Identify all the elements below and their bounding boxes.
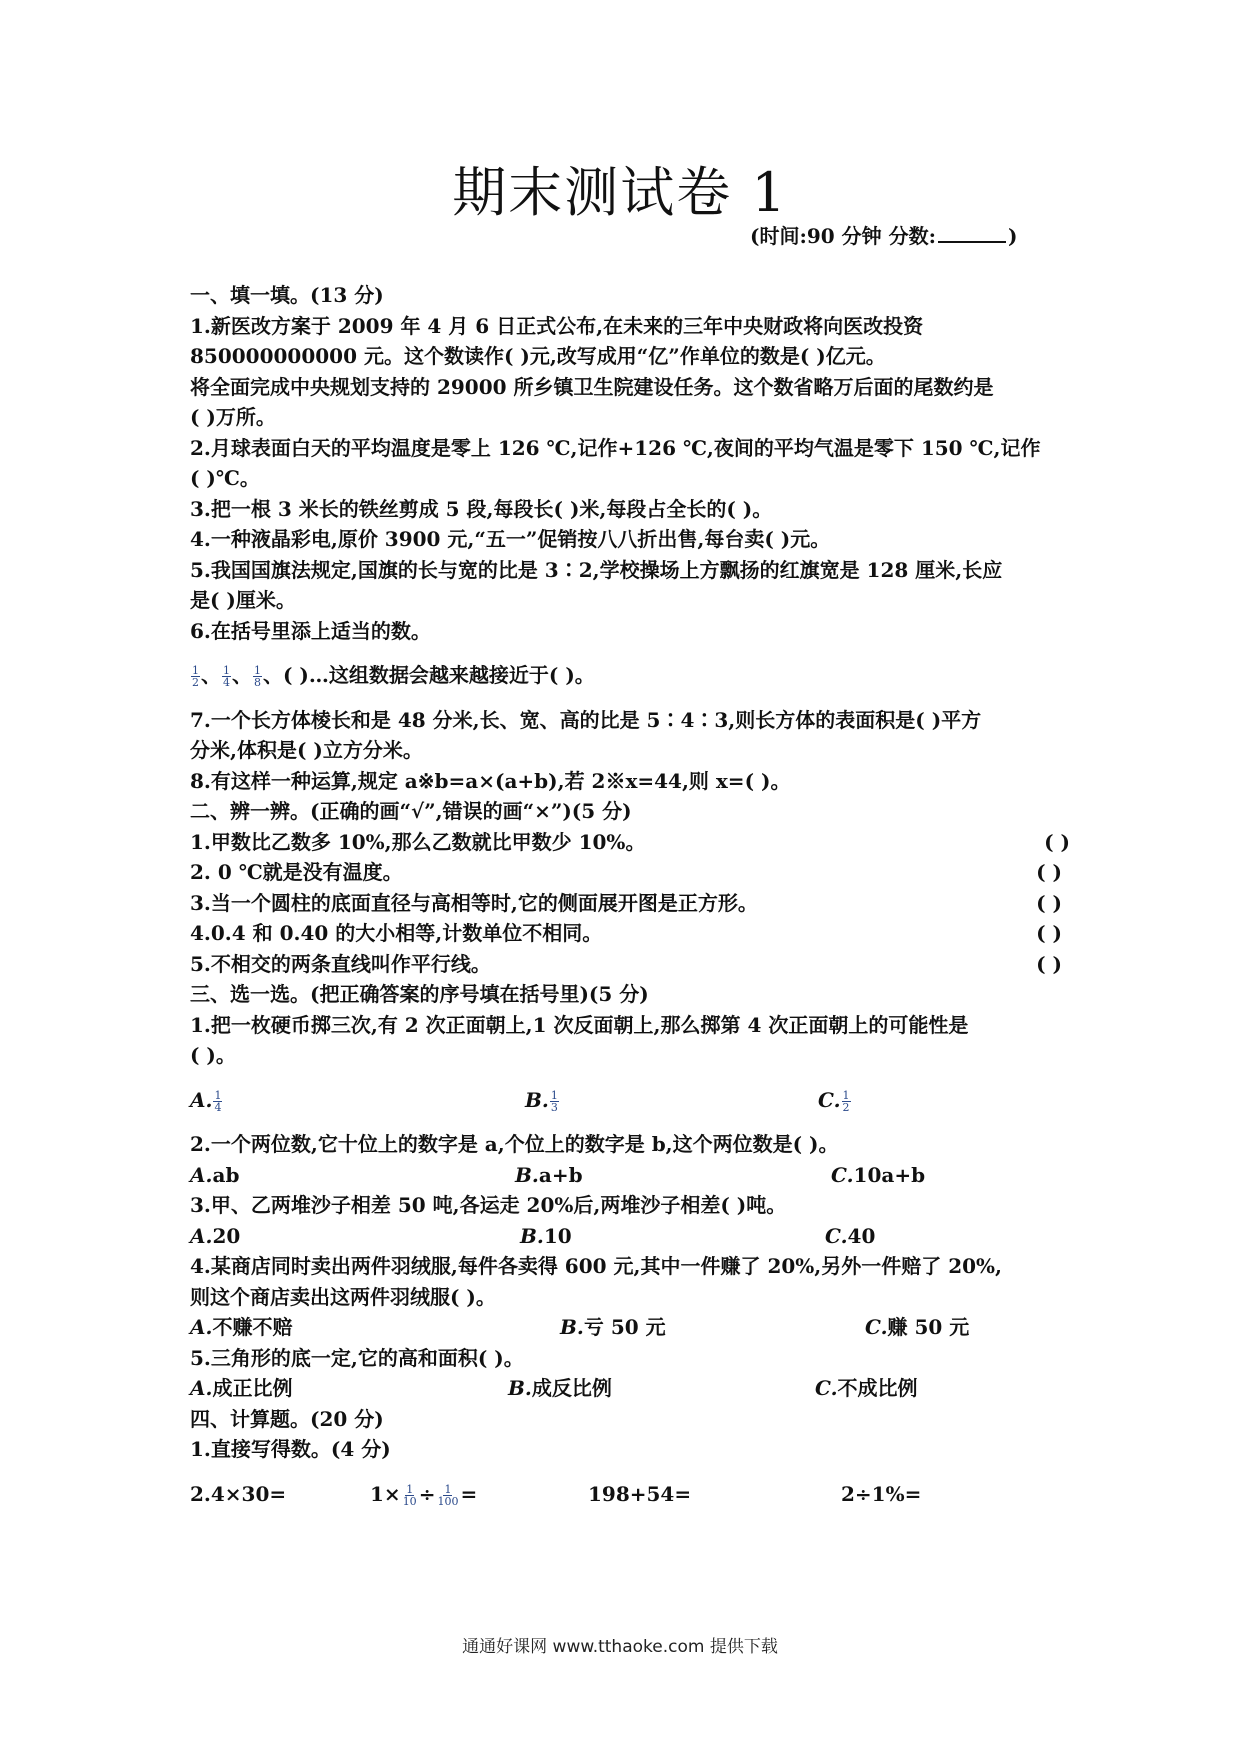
question-line: ( )℃。 — [190, 466, 260, 490]
option-c: C.不成比例 — [815, 1376, 918, 1400]
page-title: 期末测试卷 1 — [452, 161, 788, 224]
calc-item: 1× $\frac{1}{10}$ ÷ $\frac{1}{100}$ = — [370, 1481, 478, 1508]
option-row — [190, 1312, 1070, 1343]
question-line: 分米,体积是( )立方分米。 — [190, 738, 423, 762]
fraction: $\frac{1}{2}$ — [192, 664, 199, 689]
option-c: C.10a+b — [831, 1162, 926, 1187]
judge-text: 3.当一个圆柱的底面直径与高相等时,它的侧面展开图是正方形。 — [190, 890, 758, 915]
judge-item — [190, 949, 1070, 980]
judge-item — [190, 857, 1070, 888]
question-line: 5.我国国旗法规定,国旗的长与宽的比是 3∶2,学校操场上方飘扬的红旗宽是 128 厘米,长应 — [190, 557, 1003, 582]
judge-text: 5.不相交的两条直线叫作平行线。 — [190, 951, 491, 976]
answer-paren: ( ) — [1036, 860, 1062, 884]
option-a: A. $\frac{1}{4}$ — [190, 1087, 222, 1114]
question-line: 5.三角形的底一定,它的高和面积( )。 — [190, 1345, 524, 1370]
question-line: 是( )厘米。 — [190, 588, 296, 612]
option-c: C.赚 50 元 — [865, 1315, 970, 1339]
section-heading: 一、填一填。(13 分) — [190, 283, 384, 307]
question-line: 3.把一根 3 米长的铁丝剪成 5 段,每段长( )米,每段占全长的( )。 — [190, 496, 773, 521]
fraction: $\frac{1}{8}$ — [254, 664, 261, 689]
option-a: A.20 — [190, 1223, 241, 1248]
question-line: 4.某商店同时卖出两件羽绒服,每件各卖得 600 元,其中一件赚了 20%,另外一件赔了 20%, — [190, 1254, 1003, 1278]
question-line: 2.一个两位数,它十位上的数字是 a,个位上的数字是 b,这个两位数是( )。 — [190, 1132, 839, 1156]
judge-text: 4.0.4 和 0.40 的大小相等,计数单位不相同。 — [190, 921, 603, 945]
question-line: 3.甲、乙两堆沙子相差 50 吨,各运走 20%后,两堆沙子相差( )吨。 — [190, 1193, 787, 1217]
exam-info — [750, 220, 1017, 249]
question-line: 1.直接写得数。(4 分) — [190, 1437, 391, 1461]
question-line: 4.一种液晶彩电,原价 3900 元,“五一”促销按八八折出售,每台卖( )元。 — [190, 527, 831, 551]
question-line: 6.在括号里添上适当的数。 — [190, 618, 431, 643]
judge-text: 2. 0 ℃就是没有温度。 — [190, 860, 403, 884]
answer-paren: ( ) — [1036, 890, 1062, 915]
question-line: 1.把一枚硬币掷三次,有 2 次正面朝上,1 次反面朝上,那么掷第 4 次正面朝上的可能性是 — [190, 1012, 969, 1037]
answer-paren: ( ) — [1036, 951, 1062, 976]
calc-item: 2÷1%= — [841, 1481, 922, 1506]
calc-item: 2.4×30= — [190, 1481, 287, 1506]
exam-info-close: ) — [1008, 224, 1018, 248]
page-footer: 通通好课网 www.tthaoke.com 提供下载 — [462, 1637, 778, 1657]
judge-text: 1.甲数比乙数多 10%,那么乙数就比甲数少 10%。 — [190, 829, 646, 854]
answer-paren: ( ) — [1036, 921, 1062, 945]
question-tail: ( )…这组数据会越来越接近于( )。 — [283, 663, 595, 687]
option-b: B.10 — [520, 1223, 572, 1248]
option-b: B.成反比例 — [508, 1376, 612, 1400]
option-row — [190, 1160, 1070, 1191]
question-line: 则这个商店卖出这两件羽绒服( )。 — [190, 1284, 496, 1309]
calc-row — [190, 1479, 1070, 1510]
judge-item — [190, 827, 1070, 858]
option-a: A.不赚不赔 — [190, 1315, 293, 1339]
question-line: 8.有这样一种运算,规定 a※b=a×(a+b),若 2※x=44,则 x=( )。 — [190, 768, 791, 793]
option-a: A.成正比例 — [190, 1376, 293, 1400]
option-row — [190, 1373, 1070, 1404]
question-line: 7.一个长方体棱长和是 48 分米,长、宽、高的比是 5∶4∶3,则长方体的表面积是( )平方 — [190, 707, 982, 732]
option-row — [190, 1221, 1070, 1252]
question-line: 2.月球表面白天的平均温度是零上 126 ℃,记作+126 ℃,夜间的平均气温是零下 150 ℃,记作 — [190, 435, 1041, 460]
fraction-sequence: $\frac{1}{2}$ 、 $\frac{1}{4}$ 、 $\frac{1}{8}$ 、( )…这组数据会越来越接近于( )。 — [192, 663, 595, 689]
score-blank — [938, 223, 1006, 243]
fraction: $\frac{1}{4}$ — [223, 664, 230, 689]
section-heading: 四、计算题。(20 分) — [190, 1406, 384, 1431]
option-c: C. $\frac{1}{2}$ — [818, 1087, 850, 1114]
judge-item — [190, 918, 1070, 949]
exam-content — [190, 280, 1070, 1509]
question-line: ( )。 — [190, 1043, 236, 1067]
answer-paren: ( ) — [1044, 829, 1070, 854]
option-c: C.40 — [825, 1223, 876, 1248]
option-row — [190, 1085, 1070, 1116]
judge-item — [190, 888, 1070, 919]
option-b: B.亏 50 元 — [560, 1315, 666, 1339]
question-line: 850000000000 元。这个数读作( )元,改写成用“亿”作单位的数是( )亿元。 — [190, 344, 886, 368]
question-line: 将全面完成中央规划支持的 29000 所乡镇卫生院建设任务。这个数省略万后面的尾数约是 — [190, 374, 994, 399]
question-line: ( )万所。 — [190, 405, 276, 429]
option-b: B.a+b — [515, 1162, 583, 1187]
calc-item: 198+54= — [588, 1481, 692, 1506]
section-heading: 二、辨一辨。(正确的画“√”,错误的画“×”)(5 分) — [190, 799, 632, 823]
option-a: A.ab — [190, 1162, 240, 1187]
question-line: 1.新医改方案于 2009 年 4 月 6 日正式公布,在未来的三年中央财政将向医改投资 — [190, 313, 924, 338]
exam-info-text: (时间:90 分钟 分数: — [750, 224, 936, 248]
option-b: B. $\frac{1}{3}$ — [525, 1087, 558, 1114]
section-heading: 三、选一选。(把正确答案的序号填在括号里)(5 分) — [190, 982, 649, 1006]
